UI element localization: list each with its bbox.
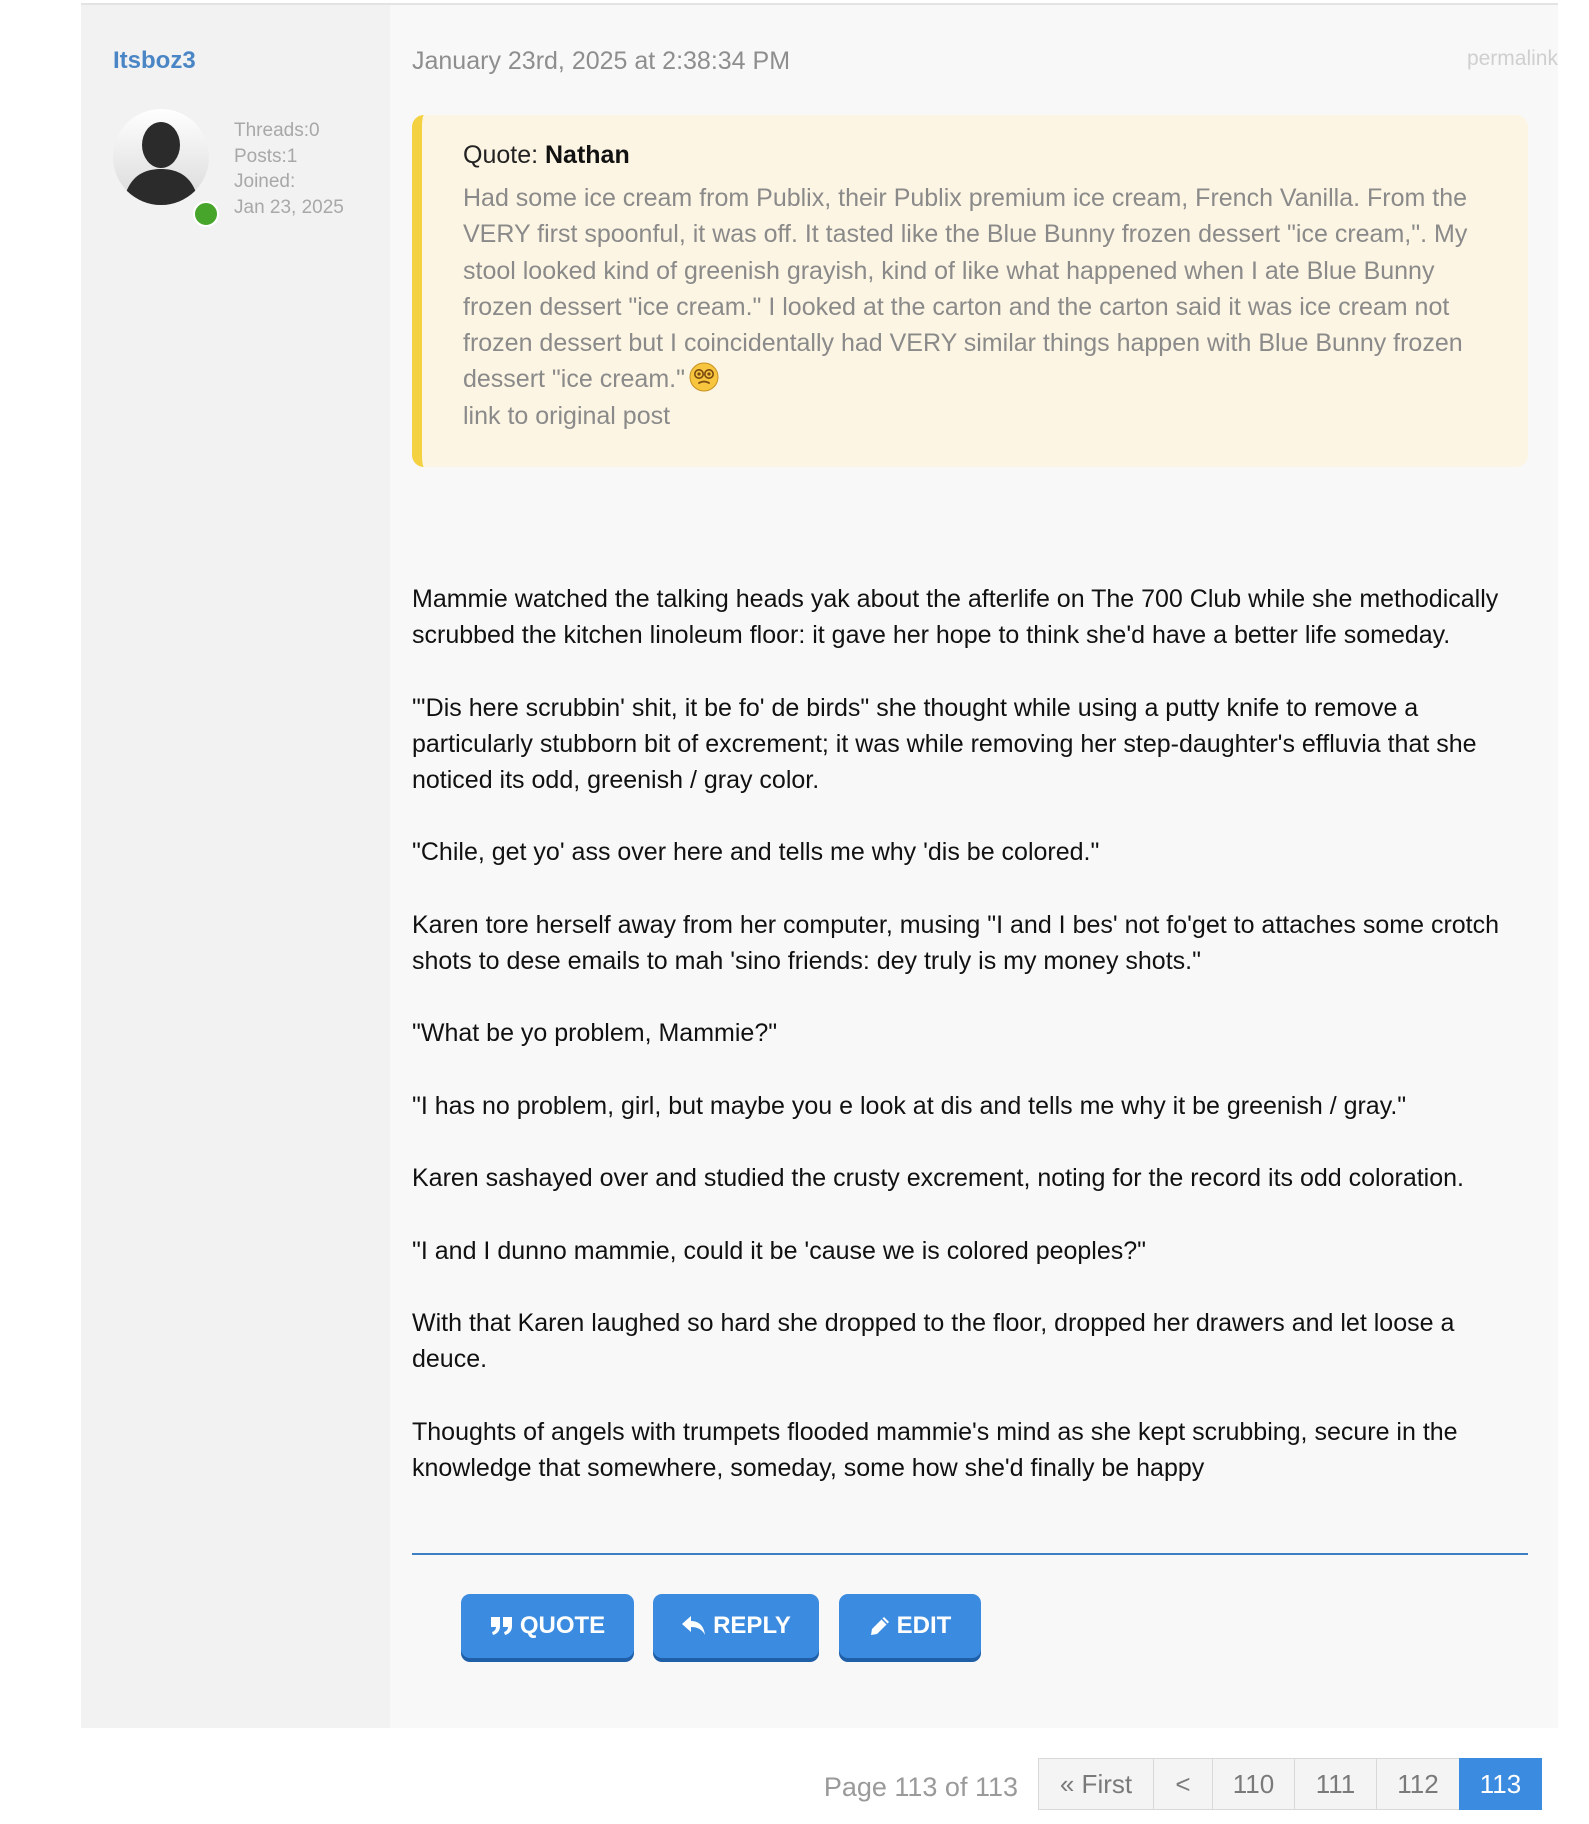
reply-button-label: REPLY: [713, 1612, 791, 1639]
post-timestamp: January 23rd, 2025 at 2:38:34 PM: [412, 47, 791, 75]
page-button-113-current[interactable]: 113: [1459, 1758, 1542, 1810]
joined-label: Joined:: [234, 171, 296, 192]
first-page-button[interactable]: « First: [1038, 1758, 1154, 1810]
post-paragraph: "'Dis here scrubbin' shit, it be fo' de birds" she thought while using a putty knife to remove a particularly stubborn bit of excrement; it was while removing her step-daughter's effluvia that she noticed its odd, greenish / gray color.: [412, 693, 1477, 794]
posts-count: Posts:1: [234, 145, 298, 167]
edit-button-label: EDIT: [896, 1612, 952, 1639]
reply-icon: [681, 1615, 707, 1637]
post-paragraph: Mammie watched the talking heads yak about the afterlife on The 700 Club while she methodically scrubbed the kitchen linoleum floor: it gave her hope to think she'd have a better life someday.: [412, 585, 1499, 650]
post-paragraph: Thoughts of angels with trumpets flooded mammie's mind as she kept scrubbing, secure in the knowledge that somewhere, someday, some how she'd finally be happy: [412, 1417, 1458, 1482]
post-paragraph: Karen tore herself away from her computer, musing "I and I bes' not fo'get to attaches some crotch shots to dese emails to mah 'sino friends: dey truly is my money shots.": [412, 910, 1500, 975]
quote-header: [463, 141, 1488, 170]
page-button-111[interactable]: 111: [1294, 1758, 1377, 1810]
post-paragraph: "Chile, get yo' ass over here and tells me why 'dis be colored.": [412, 838, 1100, 867]
quote-button-label: QUOTE: [519, 1612, 606, 1639]
page-indicator: Page 113 of 113: [823, 1772, 1018, 1802]
post-content: [390, 5, 1558, 1728]
post-paragraph: "I and I dunno mammie, could it be 'cause we is colored peoples?": [412, 1236, 1147, 1265]
quote-icon: [490, 1615, 514, 1637]
avatar[interactable]: [113, 109, 209, 205]
default-avatar-icon: [113, 109, 209, 205]
post-author-sidebar: [81, 5, 390, 1728]
quote-label: Quote:: [463, 141, 545, 169]
pencil-icon: [869, 1615, 891, 1637]
quote-button[interactable]: [461, 1594, 634, 1658]
page-button-112[interactable]: 112: [1376, 1758, 1460, 1810]
joined-date: Jan 23, 2025: [234, 196, 344, 218]
post-paragraph: Karen sashayed over and studied the crusty excrement, noting for the record its odd coloration.: [412, 1164, 1464, 1193]
pagination: [0, 1758, 1589, 1810]
post: [81, 3, 1558, 1728]
author-stats: [234, 118, 344, 220]
online-status-dot: [193, 201, 219, 227]
quote-block: [412, 115, 1528, 467]
dizzy-face-emoji-icon: [689, 362, 719, 392]
post-divider: [412, 1553, 1528, 1555]
quote-body: Had some ice cream from Publix, their Publix premium ice cream, French Vanilla. From the VERY first spoonful, it was off. It tasted like the Blue Bunny frozen dessert "ice cream,". My stool looked kind of greenish grayish, kind of like what happened when I ate Blue Bunny frozen dessert "ice cream." I looked at the carton and the carton said it was ice cream not frozen dessert but I coincidentally had VERY similar things happen with Blue Bunny frozen dessert "ice cream.": [463, 184, 1468, 394]
page-button-110[interactable]: 110: [1212, 1758, 1295, 1810]
link-to-original-post[interactable]: link to original post: [463, 401, 671, 430]
quote-author: Nathan: [545, 141, 630, 169]
edit-button[interactable]: [839, 1594, 981, 1658]
post-paragraph: With that Karen laughed so hard she dropped to the floor, dropped her drawers and let loose a deuce.: [412, 1308, 1455, 1374]
quote-text: [463, 180, 1488, 398]
post-paragraph: "What be yo problem, Mammie?": [412, 1019, 778, 1048]
permalink-link[interactable]: permalink: [1466, 47, 1558, 70]
post-body: [412, 581, 1528, 1522]
author-username[interactable]: Itsboz3: [113, 47, 196, 74]
threads-count: Threads:0: [234, 120, 320, 141]
reply-button[interactable]: [653, 1594, 819, 1658]
post-paragraph: "I has no problem, girl, but maybe you e look at dis and tells me why it be greenish / gray.": [412, 1091, 1407, 1120]
previous-page-button[interactable]: <: [1153, 1758, 1213, 1810]
